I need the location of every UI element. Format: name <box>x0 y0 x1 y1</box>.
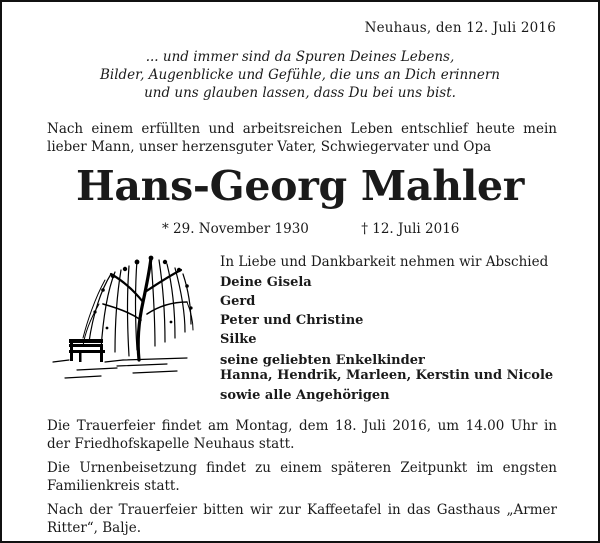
mourner-name: Silke <box>220 332 257 347</box>
mourner-name: Hanna, Hendrik, Marleen, Kerstin und Nicole <box>220 368 554 383</box>
verse-line: Bilder, Augenblicke und Gefühle, die uns an Dich erinnern <box>99 67 501 83</box>
mourner-name: seine geliebten Enkelkinder <box>220 353 425 368</box>
intro-text: Nach einem erfüllten und arbeitsreichen Leben entschlief heute mein lieber Mann, unser herzensguter Vater, Schwiegervater und Opa <box>47 121 557 155</box>
funeral-notices <box>47 417 557 543</box>
willow-tree-bench-icon <box>47 242 197 387</box>
deceased-name: Hans-Georg Mahler <box>75 162 525 210</box>
farewell-section <box>220 253 570 405</box>
life-dates <box>162 221 459 237</box>
place-date: Neuhaus, den 12. Juli 2016 <box>364 20 556 36</box>
mourner-name: Deine Gisela <box>220 275 312 290</box>
notice-paragraph: Die Trauerfeier findet am Montag, dem 18. Juli 2016, um 14.00 Uhr in der Friedhofskapelle Neuhaus statt. <box>47 418 557 452</box>
mourner-name: Gerd <box>220 294 256 309</box>
notice-paragraph: Nach der Trauerfeier bitten wir zur Kaffeetafel in das Gasthaus „Armer Ritter“, Balje. <box>47 502 557 536</box>
mourner-name: sowie alle Angehörigen <box>220 388 390 403</box>
notice-paragraph: Die Urnenbeisetzung findet zu einem späteren Zeitpunkt im engsten Familienkreis statt. <box>47 460 557 494</box>
memorial-verse <box>2 48 598 102</box>
death-date: † 12. Juli 2016 <box>361 221 460 237</box>
birth-date: * 29. November 1930 <box>162 221 309 237</box>
mourner-list <box>220 273 570 405</box>
verse-line: und uns glauben lassen, dass Du bei uns bist. <box>144 85 456 101</box>
verse-line: ... und immer sind da Spuren Deines Lebens, <box>145 49 455 65</box>
mourner-name: Peter und Christine <box>220 313 364 328</box>
farewell-lead: In Liebe und Dankbarkeit nehmen wir Abschied <box>220 254 549 270</box>
